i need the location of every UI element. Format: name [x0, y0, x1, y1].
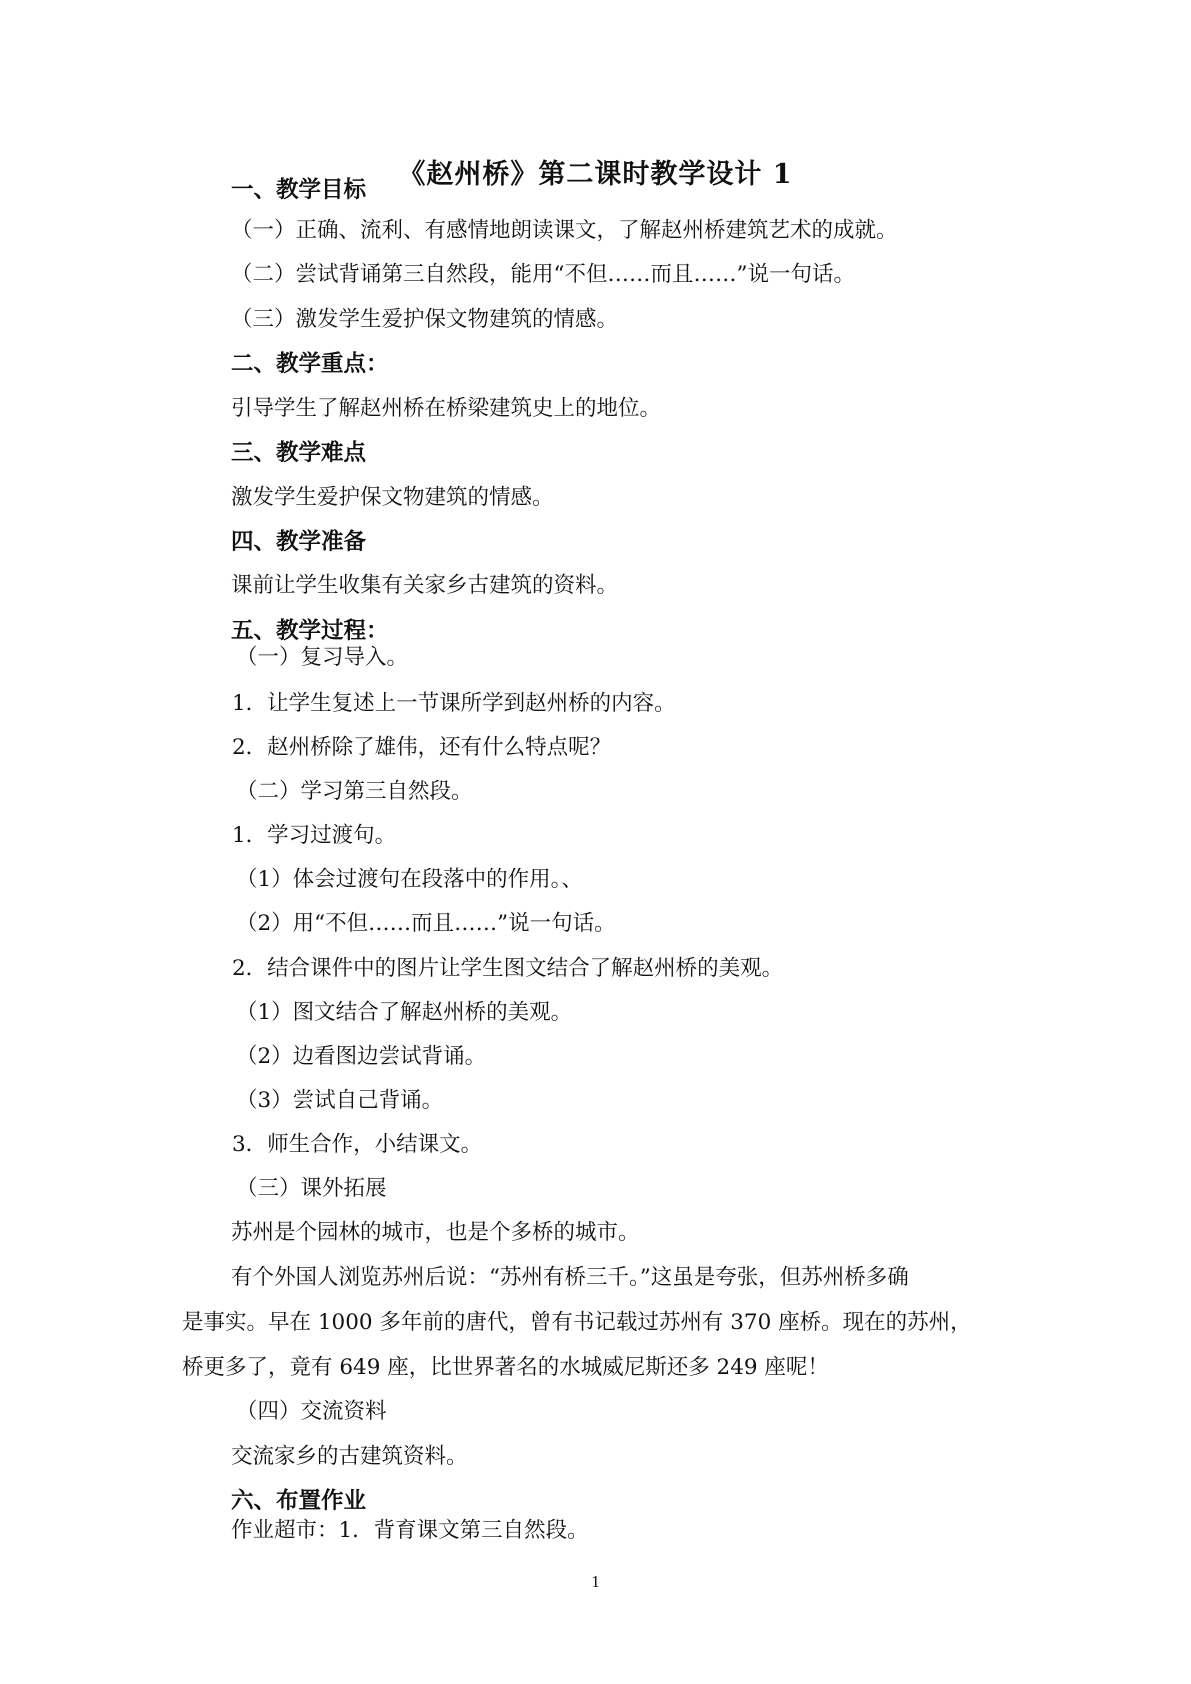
extension-paragraph-2-line-2: 是事实。早在 1000 多年前的唐代，曾有书记载过苏州有 370 座桥。现在的苏州， [182, 1310, 972, 1335]
goal-3: （三）激发学生爱护保文物建筑的情感。 [231, 307, 619, 332]
step-4-text: 交流家乡的古建筑资料。 [231, 1444, 468, 1469]
extension-paragraph-1: 苏州是个园林的城市，也是个多桥的城市。 [231, 1220, 640, 1245]
difficulties-text: 激发学生爱护保文物建筑的情感。 [231, 485, 554, 510]
step-3-title: （三）课外拓展 [236, 1176, 387, 1201]
step-2-item-3: 3．师生合作，小结课文。 [232, 1132, 483, 1157]
heading-teaching-goals: 一、教学目标 [231, 177, 367, 203]
heading-homework: 六、布置作业 [231, 1488, 367, 1514]
homework-text: 作业超市：1．背育课文第三自然段。 [231, 1518, 589, 1543]
document-title: 《赵州桥》第二课时教学设计 1 [398, 159, 793, 190]
goal-2: （二）尝试背诵第三自然段，能用“不但……而且……”说一句话。 [231, 262, 855, 287]
heading-process: 五、教学过程： [231, 618, 389, 644]
extension-paragraph-2-line-3: 桥更多了，竟有 649 座，比世界著名的水城威尼斯还多 249 座呢！ [182, 1355, 829, 1380]
heading-difficulties: 三、教学难点 [231, 440, 367, 466]
step-4-title: （四）交流资料 [236, 1399, 387, 1424]
step-2-item-1-sub-1: （1）体会过渡句在段落中的作用。、 [236, 867, 583, 892]
extension-paragraph-2-line-1: 有个外国人浏览苏州后说：“苏州有桥三千。”这虽是夸张，但苏州桥多确 [231, 1265, 909, 1290]
heading-preparation: 四、教学准备 [231, 529, 367, 555]
step-2-item-2-sub-2: （2）边看图边尝试背诵。 [236, 1044, 487, 1069]
step-2-item-1-sub-2: （2）用“不但……而且……”说一句话。 [236, 911, 616, 936]
preparation-text: 课前让学生收集有关家乡古建筑的资料。 [231, 573, 619, 598]
step-2-item-2-sub-3: （3）尝试自己背诵。 [236, 1088, 444, 1113]
goal-1: （一）正确、流利、有感情地朗读课文，了解赵州桥建筑艺术的成就。 [231, 218, 898, 243]
heading-key-points: 二、教学重点： [231, 351, 389, 377]
page-number: 1 [591, 1572, 600, 1591]
step-2-title: （二）学习第三自然段。 [236, 779, 473, 804]
key-points-text: 引导学生了解赵州桥在桥梁建筑史上的地位。 [231, 396, 662, 421]
step-1-item-2: 2．赵州桥除了雄伟，还有什么特点呢？ [232, 735, 612, 760]
step-2-item-2: 2．结合课件中的图片让学生图文结合了解赵州桥的美观。 [232, 956, 784, 981]
step-1-title: （一）复习导入。 [236, 645, 409, 670]
step-1-item-1: 1．让学生复述上一节课所学到赵州桥的内容。 [232, 691, 676, 716]
step-2-item-2-sub-1: （1）图文结合了解赵州桥的美观。 [236, 1000, 573, 1025]
step-2-item-1: 1．学习过渡句。 [232, 823, 397, 848]
